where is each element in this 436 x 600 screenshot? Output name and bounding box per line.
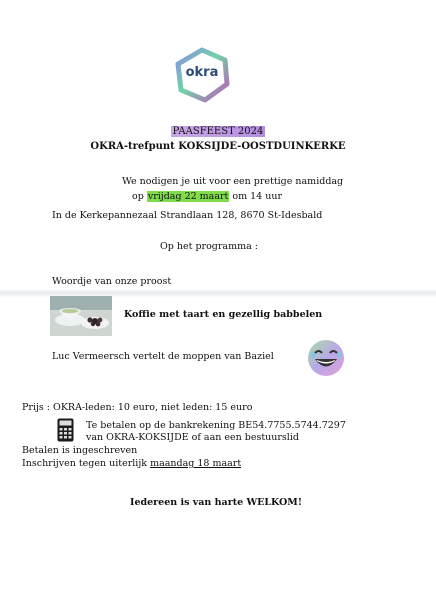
program-item-2: Koffie met taart en gezellig babbelen bbox=[124, 309, 323, 320]
program-item-1: Woordje van onze proost bbox=[52, 276, 172, 287]
program-heading: Op het programma : bbox=[160, 241, 258, 252]
page-subtitle: OKRA-trefpunt KOKSIJDE-OOSTDUINKERKE bbox=[90, 141, 346, 152]
event-date: vrijdag 22 maart bbox=[147, 191, 229, 202]
laughing-emoji-icon bbox=[306, 338, 346, 378]
invite-prefix: op bbox=[132, 191, 147, 202]
deadline-prefix: Inschrijven tegen uiterlijk bbox=[22, 458, 151, 469]
deadline-date: maandag 18 maart bbox=[150, 458, 242, 469]
invite-line-2 bbox=[132, 192, 282, 203]
coffee-cup-icon bbox=[50, 296, 112, 336]
okra-logo bbox=[173, 46, 231, 104]
location: In de Kerkepannezaal Strandlaan 128, 8670 St-Idesbald bbox=[52, 210, 323, 221]
paid-note: Betalen is ingeschreven bbox=[22, 445, 138, 456]
invite-line-1: We nodigen je uit voor een prettige namiddag bbox=[122, 176, 344, 187]
deadline-line bbox=[22, 459, 241, 470]
price-line: Prijs : OKRA-leden: 10 euro, niet leden: 15 euro bbox=[22, 402, 253, 413]
payment-line-1: Te betalen op de bankrekening BE54.7755.5744.7297 bbox=[86, 420, 346, 431]
logo-text: okra bbox=[185, 65, 219, 80]
program-item-3: Luc Vermeersch vertelt de moppen van Baziel bbox=[52, 351, 274, 362]
page-title: PAASFEEST 2024 bbox=[172, 126, 264, 137]
invite-time: om 14 uur bbox=[229, 191, 283, 202]
coffee-cake-image bbox=[50, 296, 112, 336]
closing-text: Iedereen is van harte WELKOM! bbox=[130, 497, 302, 508]
calculator-icon bbox=[57, 418, 74, 442]
payment-line-2: van OKRA-KOKSIJDE of aan een bestuurslid bbox=[86, 432, 299, 443]
